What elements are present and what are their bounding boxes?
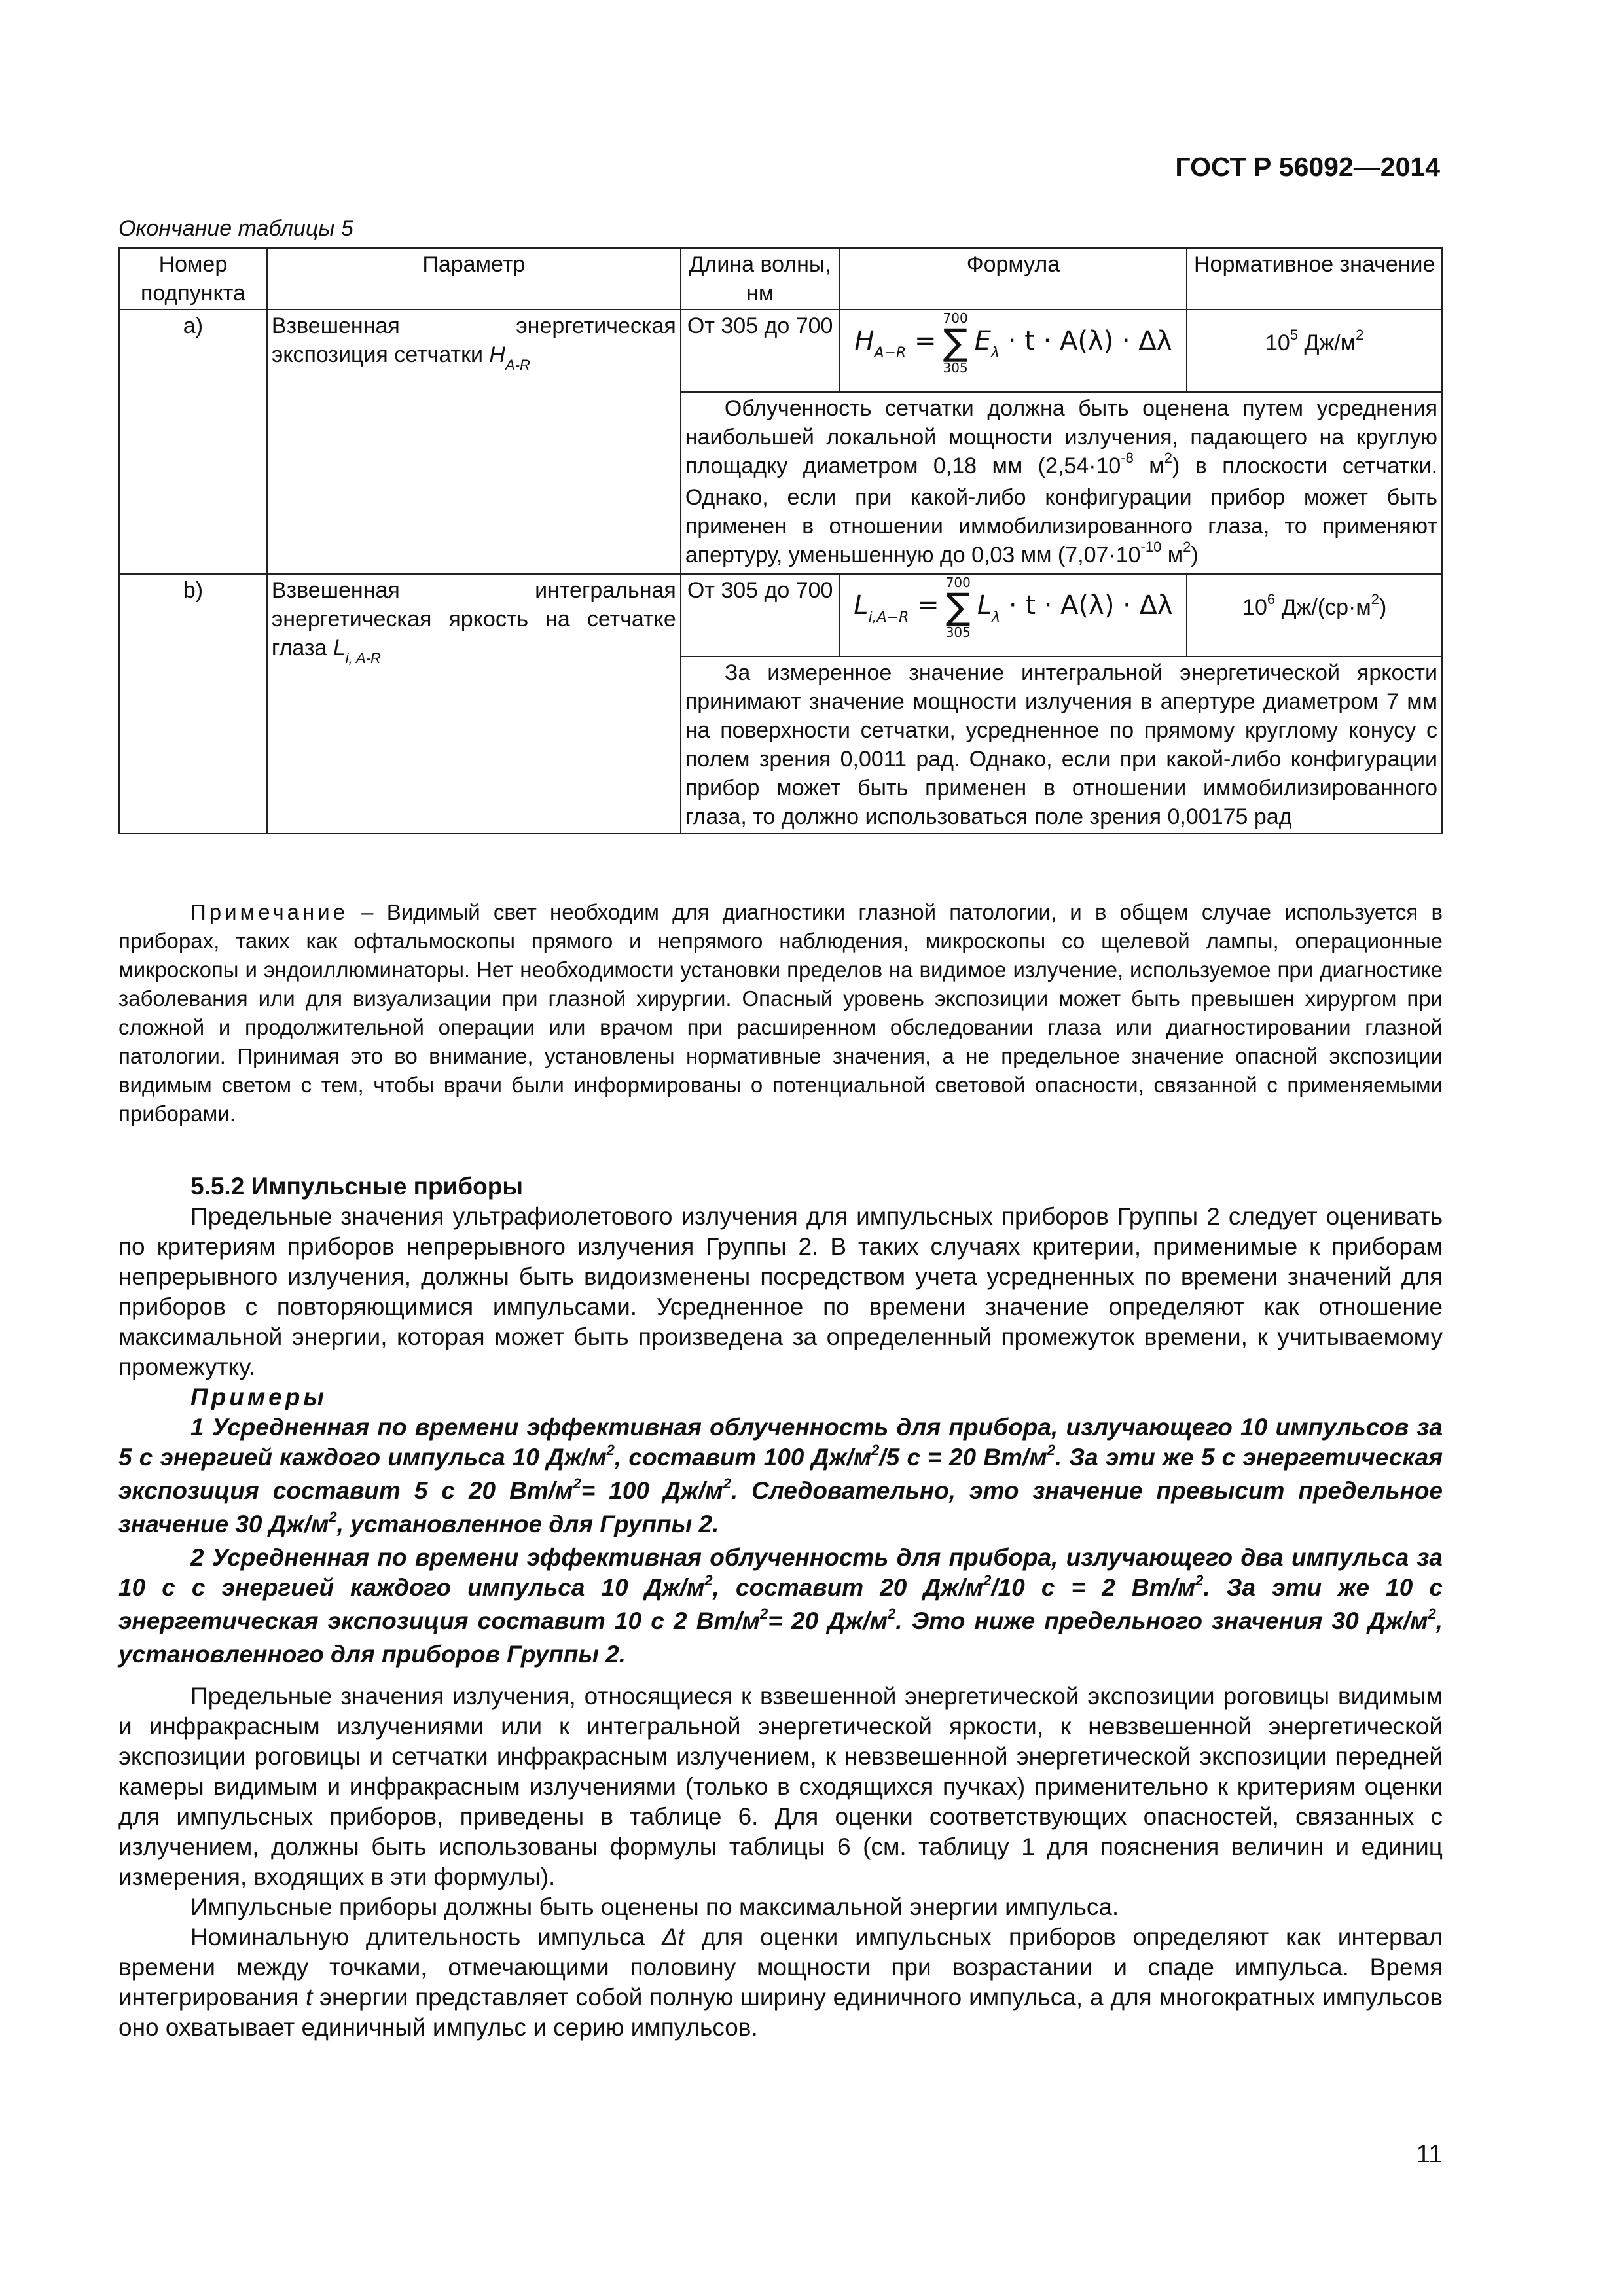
- example-text: . За эти же 5 с энергетическая экспозиция составит 5 с 20 Вт/м: [118, 1444, 1443, 1504]
- header-formula: Формула: [840, 248, 1187, 310]
- row-value: [1187, 574, 1442, 656]
- formula-body-sub: λ: [992, 609, 1001, 626]
- example-text: = 20 Дж/м: [768, 1607, 888, 1634]
- sum-sign: 700 ∑ 305: [945, 575, 971, 640]
- table-row: [119, 310, 1442, 392]
- exp: 2: [760, 1605, 768, 1622]
- page-number: 11: [1416, 2140, 1443, 2168]
- formula-body-sub: λ: [991, 344, 1000, 361]
- note-exp: 2: [1183, 539, 1191, 555]
- exp: 2: [606, 1442, 615, 1458]
- row-formula: [840, 310, 1187, 392]
- note-label: Примечание: [190, 900, 349, 924]
- example-text: , установленного для приборов Группы 2.: [118, 1607, 1443, 1668]
- note-text: ) в плоскости сетчатки. Однако, если при какой-либо конфигурации прибор может быть применен в отношении иммобилизированного глаза, то применяют апертуру, уменьшенную до 0,03 мм (7,07·10: [685, 454, 1438, 567]
- section-5-5-2: [118, 1172, 1443, 2043]
- param-text: Взвешенная энергетическая экспозиция сетчатки: [271, 314, 676, 367]
- paragraph: Предельные значения ультрафиолетового излучения для импульсных приборов Группы 2 следует оценивать по критериям приборов непрерывного излучения Группы 2. В таких случаях критерии, применимые к приборам непрерывного излучения, должны быть видоизменены посредством учета усредненных по времени значений для приборов с повторяющимися импульсами. Усредненное по времени значение определяют как отношение максимальной энергии, которая может быть произведена за определенный промежуток времени, к учитываемому промежутку.: [118, 1203, 1443, 1380]
- value-unit-exp: 2: [1371, 591, 1379, 607]
- sum-upper: 700: [943, 310, 968, 326]
- value-base: 10: [1242, 595, 1267, 620]
- example-text: . За эти же 10 с энергетическая экспозиция составит 10 с 2 Вт/м: [118, 1574, 1443, 1634]
- formula-lhs-sub: i,A−R: [868, 609, 909, 626]
- note-text: Видимый свет необходим для диагностики глазной патологии, и в общем случае используется в приборах, таких как офтальмоскопы прямого и непрямого наблюдения, микроскопы со щелевой лампы, операционные микроскопы и эндоиллюминаторы. Нет необходимости установки пределов на видимое излучение, используемое при диагностике заболевания или для визуализации при глазной хирургии. Опасный уровень экспозиции может быть превышен хирургом при сложной и продолжительной операции или врачом при расширенном обследовании глаза или диагностировании глазной патологии. Принимая это во внимание, установлены нормативные значения, а не предельное значение опасной экспозиции видимым светом с тем, чтобы врачи были информированы о потенциальной световой опасности, связанной с применяемыми приборами.: [118, 900, 1443, 1126]
- row-param: [267, 574, 681, 833]
- row-param: [267, 310, 681, 574]
- symbol-dt: Δt: [661, 1924, 685, 1950]
- exp: 2: [888, 1605, 896, 1622]
- paragraph-text: для оценки импульсных приборов определяют как интервал времени между точками, отмечающими половину мощности при возрастании и спаде импульса. Время интегрирования: [118, 1924, 1443, 2011]
- exp: 2: [1047, 1442, 1055, 1458]
- param-subscript: i, A-R: [345, 650, 381, 666]
- paragraph-text: энергии представляет собой полную ширину единичного импульса, а для многократных импульсов оно охватывает единичный импульс и серию импульсов.: [118, 1984, 1443, 2041]
- symbol-t: t: [305, 1984, 313, 2011]
- value-unit-exp: 2: [1356, 327, 1364, 343]
- sum-lower: 305: [945, 624, 971, 640]
- exp: 2: [983, 1572, 992, 1588]
- note-exp: 2: [1164, 450, 1172, 466]
- paragraph: Импульсные приборы должны быть оценены по максимальной энергии импульса.: [190, 1893, 1119, 1920]
- example-1: [118, 1412, 1443, 1543]
- header-value: Нормативное значение: [1187, 248, 1442, 310]
- note-paragraph: [118, 898, 1443, 1128]
- examples-label: Примеры: [190, 1384, 327, 1410]
- exp: 2: [871, 1442, 880, 1458]
- param-text: Взвешенная интегральная энергетическая яркость на сетчатке глаза: [271, 578, 676, 660]
- header-param: Параметр: [267, 248, 681, 310]
- note-exp: -8: [1121, 450, 1134, 466]
- row-note: За измеренное значение интегральной энергетической яркости принимают значение мощности излучения в апертуре диаметром 7 мм на поверхности сетчатки, усредненное по прямому круглому конусу с полем зрения 0,0011 рад. Однако, если при какой-либо конфигурации прибор может быть применен в отношении иммобилизированного глаза, то должно использоваться поле зрения 0,00175 рад: [681, 656, 1442, 833]
- formula-body: L: [977, 590, 992, 620]
- formula-l: $L_{i,A-R}$ = 700 ∑ 305 $L_\lambda \cdot t \cdot A(\lambda) \cdot \Delta\lambda$: [854, 575, 1173, 640]
- formula-lhs: H: [854, 325, 875, 356]
- header-wavelength: Длина волны, нм: [681, 248, 840, 310]
- row-num: a): [119, 310, 267, 574]
- example-text: = 100 Дж/м: [581, 1477, 723, 1504]
- note-text: м: [1133, 454, 1164, 478]
- example-text: , составит 20 Дж/м: [712, 1574, 984, 1601]
- row-wavelength: От 305 до 700: [681, 310, 840, 392]
- note-exp: -10: [1140, 539, 1162, 555]
- exp: 2: [704, 1572, 713, 1588]
- exp: 2: [1428, 1605, 1436, 1622]
- table-row: [119, 574, 1442, 656]
- paragraph: [118, 1922, 1443, 2043]
- note-dash: –: [348, 900, 387, 924]
- note-text: Облученность сетчатки должна быть оценена путем усреднения наибольшей локальной мощности излучения, падающего на круглую площадку диаметром 0,18 мм (2,54·10: [685, 396, 1437, 478]
- value-exp: 6: [1267, 591, 1276, 607]
- formula-h: $H_{A-R}$ = 700 ∑ 305 $E_\lambda \cdot t \cdot A(\lambda) \cdot \Delta\lambda$: [854, 310, 1172, 376]
- table-header-row: [119, 248, 1442, 310]
- sum-lower: 305: [943, 360, 968, 376]
- value-exp: 5: [1290, 327, 1299, 343]
- document-header: ГОСТ Р 56092—2014: [1175, 152, 1440, 182]
- section-heading: 5.5.2 Импульсные приборы: [190, 1173, 523, 1200]
- exp: 2: [573, 1475, 581, 1492]
- row-formula: [840, 574, 1187, 656]
- table-caption: Окончание таблицы 5: [118, 216, 353, 241]
- row-wavelength: От 305 до 700: [681, 574, 840, 656]
- example-text: , установленное для Группы 2.: [336, 1511, 719, 1537]
- row-value: [1187, 310, 1442, 392]
- example-text: /5 с = 20 Вт/м: [879, 1444, 1047, 1471]
- formula-lhs-sub: A−R: [874, 344, 907, 361]
- example-text: /10 с = 2 Вт/м: [991, 1574, 1196, 1601]
- example-text: , составит 100 Дж/м: [614, 1444, 872, 1471]
- formula-rest: · t · A(λ) · Δλ: [1008, 590, 1173, 620]
- param-symbol: H: [489, 342, 505, 367]
- formula-body: E: [974, 325, 992, 356]
- value-unit: Дж/(ср·м: [1275, 595, 1371, 620]
- example-text: 1 Усредненная по времени эффективная облученность для прибора, излучающего 10 импульсов за 5 с энергией каждого импульса 10 Дж/м: [118, 1414, 1443, 1471]
- table-5: [118, 247, 1443, 834]
- note-text: м: [1161, 543, 1183, 567]
- exp: 2: [329, 1509, 337, 1525]
- sum-upper: 700: [945, 575, 971, 590]
- example-2: [118, 1543, 1443, 1670]
- formula-lhs: L: [854, 590, 869, 620]
- paragraph: Предельные значения излучения, относящиеся к взвешенной энергетической экспозиции роговицы видимым и инфракрасным излучениями или к интегральной энергетической яркости, к невзвешенной энергетической экспозиции роговицы и сетчатки инфракрасным излучением, к невзвешенной энергетической экспозиции передней камеры видимым и инфракрасным излучениями (только в сходящихся пучках) применительно к критериям оценки для импульсных приборов, приведены в таблице 6. Для оценки соответствующих опасностей, связанных с излучением, должны быть использованы формулы таблицы 6 (см. таблицу 1 для пояснения величин и единиц измерения, входящих в эти формулы).: [118, 1683, 1443, 1890]
- value-unit-end: ): [1379, 595, 1387, 620]
- param-subscript: A-R: [505, 357, 530, 373]
- value-unit: Дж/м: [1298, 331, 1356, 355]
- example-text: . Следовательно, это значение превысит предельное значение 30 Дж/м: [118, 1477, 1443, 1537]
- example-text: 2 Усредненная по времени эффективная облученность для прибора, излучающего два импульса за 10 с с энергией каждого импульса 10 Дж/м: [118, 1544, 1443, 1601]
- sum-sign: 700 ∑ 305: [943, 310, 968, 376]
- row-num: b): [119, 574, 267, 833]
- example-text: . Это ниже предельного значения 30 Дж/м: [895, 1607, 1428, 1634]
- value-base: 10: [1265, 331, 1290, 355]
- paragraph-text: Номинальную длительность импульса: [190, 1924, 662, 1950]
- exp: 2: [723, 1475, 731, 1492]
- param-symbol: L: [333, 636, 346, 660]
- formula-rest: · t · A(λ) · Δλ: [1007, 325, 1172, 356]
- exp: 2: [1195, 1572, 1204, 1588]
- header-num: Номер подпункта: [119, 248, 267, 310]
- note-text: ): [1191, 543, 1199, 567]
- row-note: [681, 392, 1442, 574]
- note-block: [118, 898, 1443, 1128]
